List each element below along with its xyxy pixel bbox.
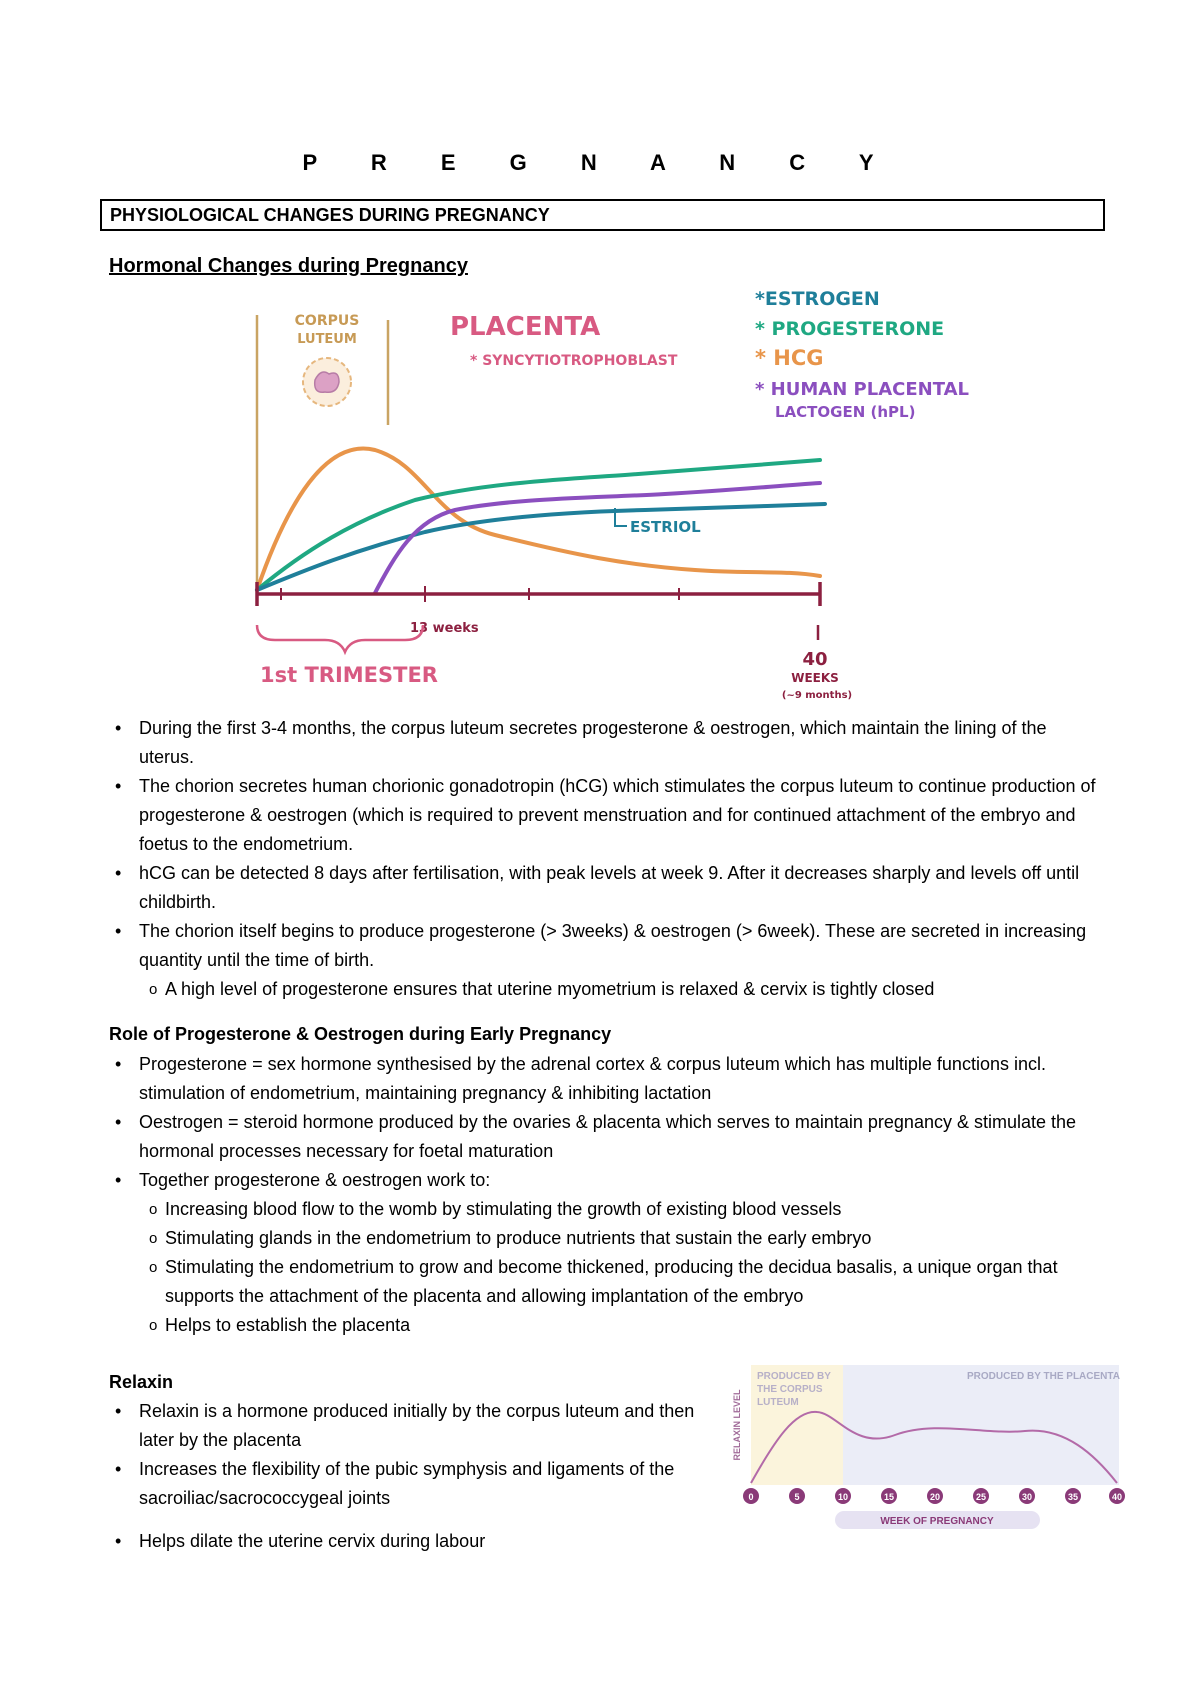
legend-hpl-1: * HUMAN PLACENTAL <box>755 379 969 400</box>
estriol-label: ESTRIOL <box>630 518 701 536</box>
svg-text:20: 20 <box>929 1492 941 1502</box>
svg-text:15: 15 <box>883 1492 895 1502</box>
legend-hcg: * HCG <box>755 346 824 370</box>
svg-text:30: 30 <box>1021 1492 1033 1502</box>
week-ticks <box>743 1488 1125 1504</box>
sub-list-item: o Increasing blood flow to the womb by stimulating the growth of existing blood vessels <box>109 1195 1099 1224</box>
sub-list-item: o A high level of progesterone ensures that uterine myometrium is relaxed & cervix is tightly closed <box>109 975 1099 1004</box>
svg-text:25: 25 <box>975 1492 987 1502</box>
role-bullet-list <box>109 1050 1099 1340</box>
legend-estrogen: *ESTROGEN <box>755 288 880 310</box>
list-item: • Progesterone = sex hormone synthesised by the adrenal cortex & corpus luteum which has multiple functions incl. stimulation of endometrium, maintaining pregnancy & inhibiting lactation <box>109 1050 1099 1108</box>
placenta-label: PLACENTA <box>450 312 601 342</box>
role-heading: Role of Progesterone & Oestrogen during Early Pregnancy <box>109 1024 612 1044</box>
relaxin-ylabel: RELAXIN LEVEL <box>732 1389 742 1461</box>
region1-label-3: LUTEUM <box>757 1397 799 1408</box>
legend-hpl-2: LACTOGEN (hPL) <box>775 403 916 421</box>
hormonal-bullet-list <box>109 714 1099 1004</box>
corpus-luteum-drawing <box>303 358 351 406</box>
hcg-curve <box>257 449 820 590</box>
region1-label-1: PRODUCED BY <box>757 1371 831 1382</box>
section-heading: PHYSIOLOGICAL CHANGES DURING PREGNANCY <box>100 199 1105 231</box>
svg-text:35: 35 <box>1067 1492 1079 1502</box>
legend-progesterone: * PROGESTERONE <box>755 318 945 340</box>
list-item: • Together progesterone & oestrogen work to: <box>109 1166 1099 1195</box>
trimester-label: 1st TRIMESTER <box>260 663 438 687</box>
hormonal-changes-heading: Hormonal Changes during Pregnancy <box>109 255 468 277</box>
relaxin-figure <box>725 1365 1125 1545</box>
svg-text:10: 10 <box>837 1492 849 1502</box>
sub-list-item: o Stimulating the endometrium to grow and become thickened, producing the decidua basalis, a unique organ that supports the attachment of the placenta and allowing implantation of the embryo <box>109 1253 1099 1311</box>
svg-text:0: 0 <box>748 1492 754 1502</box>
placenta-region <box>843 1365 1119 1485</box>
corpus-luteum-region <box>751 1365 843 1485</box>
list-item: • Relaxin is a hormone produced initially by the corpus luteum and then later by the placenta <box>109 1397 699 1455</box>
hpl-curve <box>375 483 820 593</box>
list-item: • hCG can be detected 8 days after fertilisation, with peak levels at week 9. After it decreases sharply and levels off until childbirth. <box>109 859 1099 917</box>
list-item: • During the first 3-4 months, the corpus luteum secretes progesterone & oestrogen, which maintain the lining of the uterus. <box>109 714 1099 772</box>
trimester-brace <box>257 625 423 652</box>
list-item: • Increases the flexibility of the pubic symphysis and ligaments of the sacroiliac/sacrococcygeal joints <box>109 1455 699 1513</box>
relaxin-bullet-list <box>109 1397 699 1556</box>
list-item: • The chorion secretes human chorionic gonadotropin (hCG) which stimulates the corpus luteum to continue production of progesterone & oestrogen (which is required to prevent menstruation and for continued attachment of the embryo and foetus to the endometrium. <box>109 772 1099 859</box>
relaxin-heading: Relaxin <box>109 1372 174 1392</box>
week40-label: 40 <box>802 649 828 670</box>
corpus-luteum-label-2: LUTEUM <box>297 332 357 347</box>
svg-text:40: 40 <box>1111 1492 1123 1502</box>
list-item: • The chorion itself begins to produce progesterone (> 3weeks) & oestrogen (> 6week). These are secreted in increasing quantity until the time of birth. <box>109 917 1099 975</box>
page-title: P R E G N A N C Y <box>302 150 898 175</box>
sub-list-item: o Helps to establish the placenta <box>109 1311 1099 1340</box>
region1-label-2: THE CORPUS <box>757 1384 823 1395</box>
weeks-label: WEEKS <box>791 671 839 685</box>
relaxin-xlabel: WEEK OF PREGNANCY <box>880 1516 994 1527</box>
months-label: (~9 months) <box>781 690 853 701</box>
corpus-luteum-label-1: CORPUS <box>294 313 360 329</box>
week13-label: 13 weeks <box>410 621 479 636</box>
syncytiotrophoblast-label: * SYNCYTIOTROPHOBLAST <box>470 353 678 369</box>
region2-label: PRODUCED BY THE PLACENTA <box>967 1371 1120 1382</box>
list-item: • Helps dilate the uterine cervix during labour <box>109 1527 699 1556</box>
sub-list-item: o Stimulating glands in the endometrium to produce nutrients that sustain the early embryo <box>109 1224 1099 1253</box>
list-item: • Oestrogen = steroid hormone produced by the ovaries & placenta which serves to maintain pregnancy & stimulate the hormonal processes necessary for foetal maturation <box>109 1108 1099 1166</box>
hormone-levels-figure <box>245 280 969 701</box>
svg-text:5: 5 <box>794 1492 800 1502</box>
